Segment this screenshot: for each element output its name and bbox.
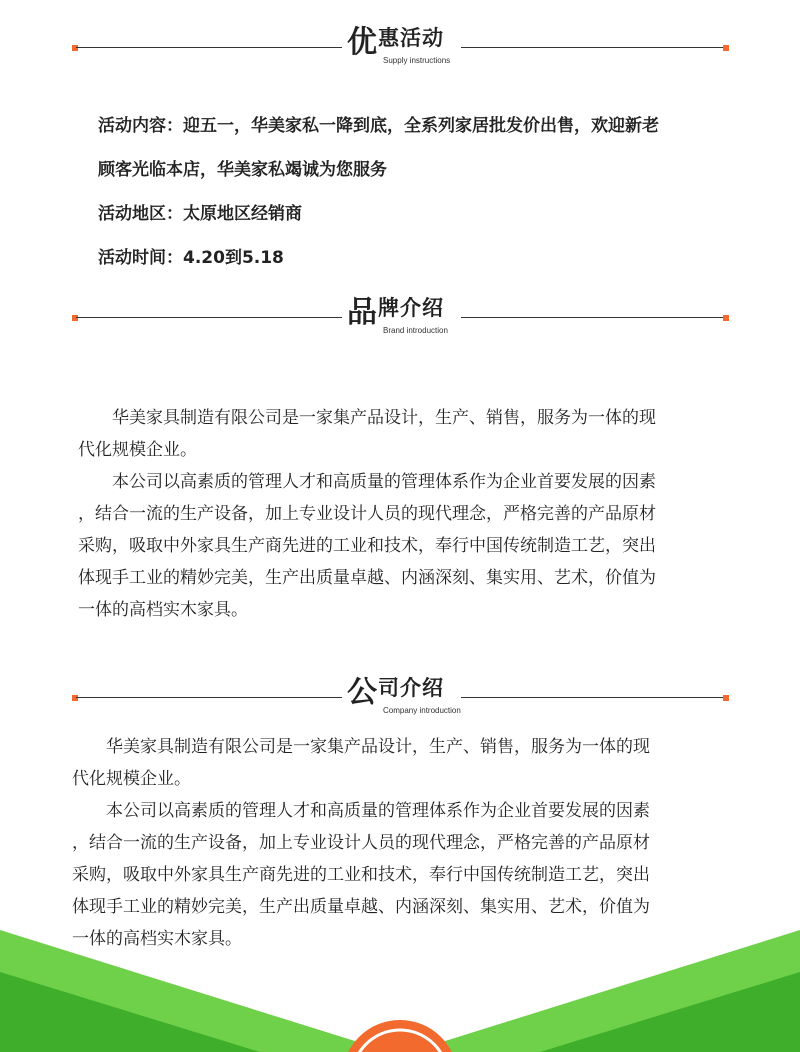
orange-badge-circle xyxy=(342,1020,458,1052)
section-subtitle: Company introduction xyxy=(383,706,461,715)
section-subtitle: Supply instructions xyxy=(383,56,451,65)
header-left-dot xyxy=(72,45,78,51)
promo-content-line2: 顾客光临本店，华美家私竭诚为您服务 xyxy=(98,160,387,180)
promo-time: 活动时间：4.20到5.18 xyxy=(98,248,284,268)
header-right-dot xyxy=(723,695,729,701)
text-line: 代化规模企业。 xyxy=(78,440,197,460)
text-line: 一体的高档实木家具。 xyxy=(78,600,248,620)
text-line: 本公司以高素质的管理人才和高质量的管理体系作为企业首要发展的因素 xyxy=(78,472,656,492)
brand-section-header xyxy=(0,295,800,338)
promo-title-wrap xyxy=(347,25,444,60)
text-line: 体现手工业的精妙完美，生产出质量卓越、内涵深刻、集实用、艺术，价值为 xyxy=(72,897,650,917)
header-right-rule xyxy=(461,317,727,318)
promo-region: 活动地区：太原地区经销商 xyxy=(98,204,302,224)
header-left-rule xyxy=(76,47,342,48)
text-line: ，结合一流的生产设备，加上专业设计人员的现代理念，严格完善的产品原材 xyxy=(72,833,650,853)
section-title: 公司介绍 xyxy=(347,675,444,710)
section-subtitle: Brand introduction xyxy=(383,326,448,335)
company-section-header xyxy=(0,675,800,718)
promo-content-line1: 活动内容：迎五一，华美家私一降到底，全系列家居批发价出售，欢迎新老 xyxy=(98,116,659,136)
text-line: 代化规模企业。 xyxy=(72,769,191,789)
text-line: 体现手工业的精妙完美，生产出质量卓越、内涵深刻、集实用、艺术，价值为 xyxy=(78,568,656,588)
promo-section-header xyxy=(0,25,800,68)
brand-title-wrap xyxy=(347,295,444,330)
text-line: 一体的高档实木家具。 xyxy=(72,929,242,949)
header-left-rule xyxy=(76,697,342,698)
section-title: 优惠活动 xyxy=(347,25,444,60)
header-left-rule xyxy=(76,317,342,318)
text-line: 华美家具制造有限公司是一家集产品设计，生产、销售，服务为一体的现 xyxy=(78,408,656,428)
brand-intro-text xyxy=(78,402,728,626)
header-right-rule xyxy=(461,47,727,48)
text-line: 采购，吸取中外家具生产商先进的工业和技术，奉行中国传统制造工艺，突出 xyxy=(78,536,656,556)
text-line: ，结合一流的生产设备，加上专业设计人员的现代理念，严格完善的产品原材 xyxy=(78,504,656,524)
header-right-dot xyxy=(723,315,729,321)
green-footer-decoration xyxy=(0,920,800,1052)
header-left-dot xyxy=(72,315,78,321)
section-title: 品牌介绍 xyxy=(347,295,444,330)
text-line: 采购，吸取中外家具生产商先进的工业和技术，奉行中国传统制造工艺，突出 xyxy=(72,865,650,885)
text-line: 本公司以高素质的管理人才和高质量的管理体系作为企业首要发展的因素 xyxy=(72,801,650,821)
company-title-wrap xyxy=(347,675,444,710)
header-right-dot xyxy=(723,45,729,51)
header-right-rule xyxy=(461,697,727,698)
text-line: 华美家具制造有限公司是一家集产品设计，生产、销售，服务为一体的现 xyxy=(72,737,650,757)
header-left-dot xyxy=(72,695,78,701)
